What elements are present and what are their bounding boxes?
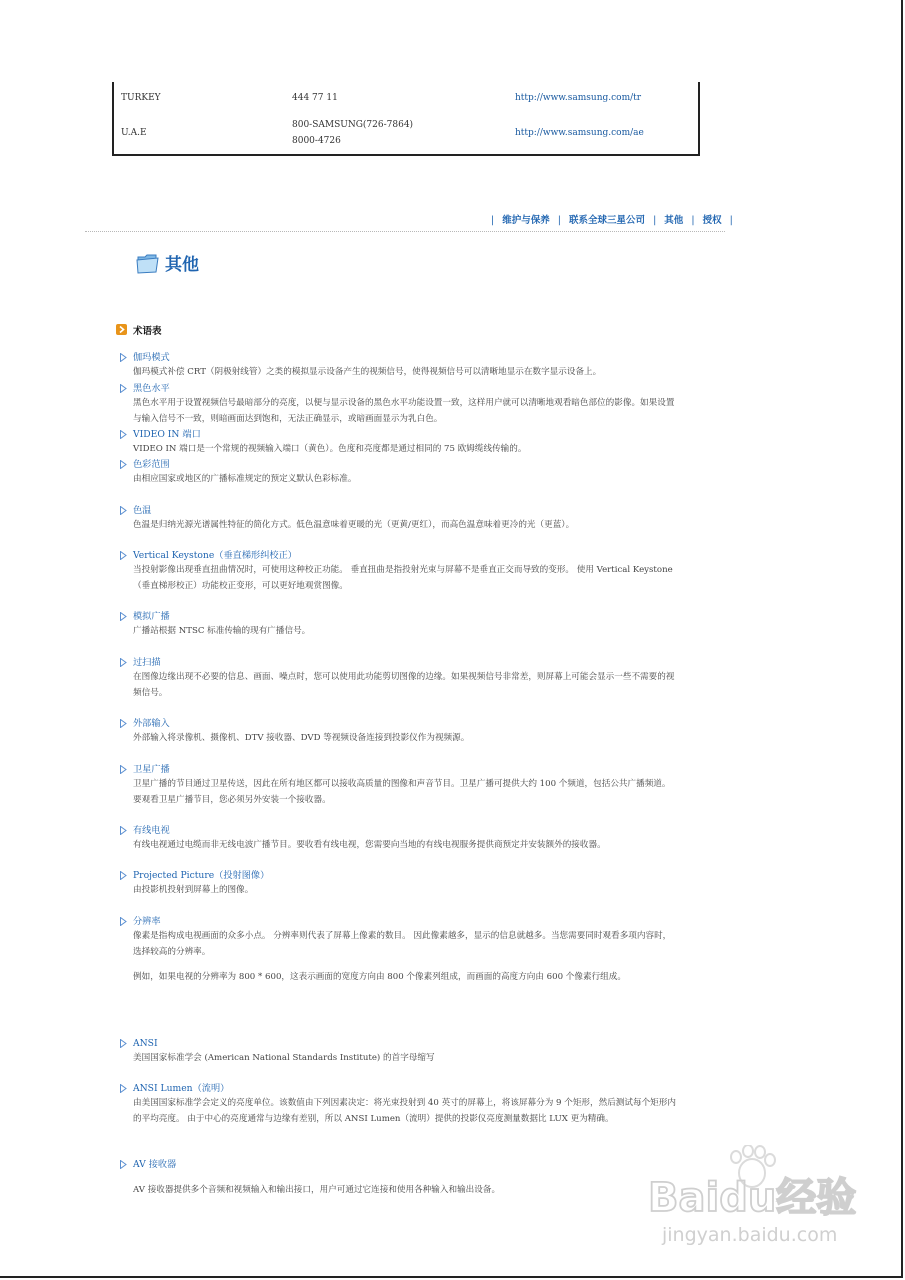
triangle-bullet-icon (120, 719, 127, 728)
phone-cell (292, 117, 413, 149)
glossary-term: Vertical Keystone（垂直梯形纠校正） (133, 550, 297, 561)
triangle-bullet-icon (120, 826, 127, 835)
glossary-term: 分辨率 (133, 916, 161, 927)
phone-number: 444 77 11 (292, 93, 338, 103)
triangle-bullet-icon (120, 1039, 127, 1048)
triangle-bullet-icon (120, 353, 127, 362)
glossary-term: ANSI Lumen（流明） (133, 1083, 230, 1094)
nav-link-license[interactable]: 授权 (702, 215, 722, 226)
glossary-term: AV 接收器 (133, 1159, 177, 1170)
glossary-term: 色彩范围 (133, 459, 170, 470)
glossary-term: 卫星广播 (133, 764, 170, 775)
glossary-definition: 当投射影像出现垂直扭曲情况时，可使用这种校正功能。 垂直扭曲是指投射光束与屏幕不是垂直正交而导致的变形。 使用 Vertical Keystone（垂直梯形校正）功能校正变形，可以更好地观赏图像。 (133, 565, 673, 591)
watermark-brand: Baidu经验 (648, 1175, 857, 1221)
triangle-bullet-icon (120, 430, 127, 439)
triangle-bullet-icon (120, 506, 127, 515)
glossary-definition: 由投影机投射到屏幕上的图像。 (133, 885, 254, 895)
glossary-definition: 有线电视通过电缆而非无线电波广播节目。要收看有线电视，您需要向当地的有线电视服务提供商预定并安装额外的接收器。 (133, 840, 606, 850)
watermark-url: jingyan.baidu.com (662, 1224, 838, 1246)
triangle-bullet-icon (120, 658, 127, 667)
triangle-bullet-icon (120, 917, 127, 926)
glossary-term: 过扫描 (133, 657, 161, 668)
glossary-term: 外部输入 (133, 718, 170, 729)
phone-cell (292, 90, 338, 106)
phone-number: 8000-4726 (292, 136, 341, 146)
glossary-definition: AV 接收器提供多个音频和视频输入和输出接口，用户可通过它连接和使用各种输入和输出设备。 (133, 1185, 501, 1195)
nav-link-contact[interactable]: 联系全球三星公司 (569, 215, 646, 226)
page-title: 其他 (165, 255, 199, 275)
glossary-definition: VIDEO IN 端口是一个常规的视频输入端口（黄色）。色度和亮度都是通过相同的 75 欧姆缆线传输的。 (133, 444, 527, 454)
glossary-definition: 美国国家标准学会 (American National Standards Institute) 的首字母缩写 (133, 1053, 435, 1063)
triangle-bullet-icon (120, 871, 127, 880)
section-arrow-icon (116, 324, 127, 335)
triangle-bullet-icon (120, 1160, 127, 1169)
section-title: 术语表 (133, 326, 162, 337)
glossary-definition: 黑色水平用于设置视频信号最暗部分的亮度，以便与显示设备的黑色水平功能设置一致，这样用户就可以清晰地观看暗色部位的影像。如果设置与输入信号不一致，则暗画面达到饱和，无法正确显示，或暗画面显示为乳白色。 (133, 398, 675, 424)
triangle-bullet-icon (120, 460, 127, 469)
nav-separator: | (491, 215, 495, 226)
glossary-term: 有线电视 (133, 825, 170, 836)
nav-separator: | (653, 215, 657, 226)
glossary-definition: 卫星广播的节目通过卫星传送，因此在所有地区都可以接收高质量的图像和声音节目。卫星广播可提供大约 100 个频道，包括公共广播频道。要观看卫星广播节目，您必须另外安装一个接收器。 (133, 779, 671, 805)
glossary-definition: 广播站根据 NTSC 标准传输的现有广播信号。 (133, 626, 311, 636)
glossary-definition: 由相应国家或地区的广播标准规定的预定义默认色彩标准。 (133, 474, 357, 484)
triangle-bullet-icon (120, 765, 127, 774)
glossary-term: 模拟广播 (133, 611, 170, 622)
glossary-definition: 色温是归纳光源光谱属性特征的简化方式。低色温意味着更暖的光（更黄/更红），而高色温意味着更冷的光（更蓝）。 (133, 520, 575, 530)
glossary-term: 伽玛模式 (133, 352, 170, 363)
footer-nav (486, 213, 738, 229)
glossary-term: VIDEO IN 端口 (133, 429, 201, 440)
glossary-term: 色温 (133, 505, 152, 516)
definition-paragraph: 例如，如果电视的分辨率为 800 * 600，这表示画面的宽度方向由 800 个像素列组成，而画面的高度方向由 600 个像素行组成。 (133, 972, 626, 982)
folder-icon (136, 252, 160, 274)
definition-paragraph: 像素是指构成电视画面的众多小点。 分辨率则代表了屏幕上像素的数目。 因此像素越多，显示的信息就越多。当您需要同时观看多项内容时，选择较高的分辨率。 (133, 931, 672, 957)
glossary-definition: 在图像边缘出现不必要的信息、画面、噪点时，您可以使用此功能剪切图像的边缘。如果视频信号非常差，则屏幕上可能会显示一些不需要的视频信号。 (133, 672, 675, 698)
glossary-definition: 伽玛模式补偿 CRT（阴极射线管）之类的模拟显示设备产生的视频信号，使得视频信号可以清晰地显示在数字显示设备上。 (133, 367, 602, 377)
contact-table (112, 82, 700, 156)
country-cell: TURKEY (121, 93, 161, 103)
glossary-term: ANSI (133, 1038, 158, 1049)
nav-separator: | (557, 215, 561, 226)
triangle-bullet-icon (120, 1084, 127, 1093)
website-link[interactable]: http://www.samsung.com/ae (515, 128, 644, 138)
nav-link-maintenance[interactable]: 维护与保养 (502, 215, 550, 226)
country-cell: U.A.E (121, 128, 147, 138)
nav-separator: | (729, 215, 733, 226)
divider (85, 231, 725, 232)
glossary-definition (133, 929, 678, 986)
website-link[interactable]: http://www.samsung.com/tr (515, 93, 642, 103)
glossary-term: 黑色水平 (133, 383, 170, 394)
glossary-definition: 由美国国家标准学会定义的亮度单位。该数值由下列因素决定：将光束投射到 40 英寸的屏幕上，将该屏幕分为 9 个矩形，然后测试每个矩形内的平均亮度。 由于中心的亮度通常与边缘有差别，所以 ANSI Lumen（流明）提供的投影仪亮度测量数据比 LUX 更为精确。 (133, 1098, 676, 1124)
triangle-bullet-icon (120, 384, 127, 393)
nav-link-other[interactable]: 其他 (664, 215, 684, 226)
nav-separator: | (691, 215, 695, 226)
glossary-term: Projected Picture（投射图像） (133, 870, 270, 881)
triangle-bullet-icon (120, 612, 127, 621)
triangle-bullet-icon (120, 551, 127, 560)
glossary-definition: 外部输入将录像机、摄像机、DTV 接收器、DVD 等视频设备连接到投影仪作为视频源。 (133, 733, 470, 743)
baidu-watermark-logo (640, 1145, 890, 1255)
phone-number: 800-SAMSUNG(726-7864) (292, 120, 414, 130)
